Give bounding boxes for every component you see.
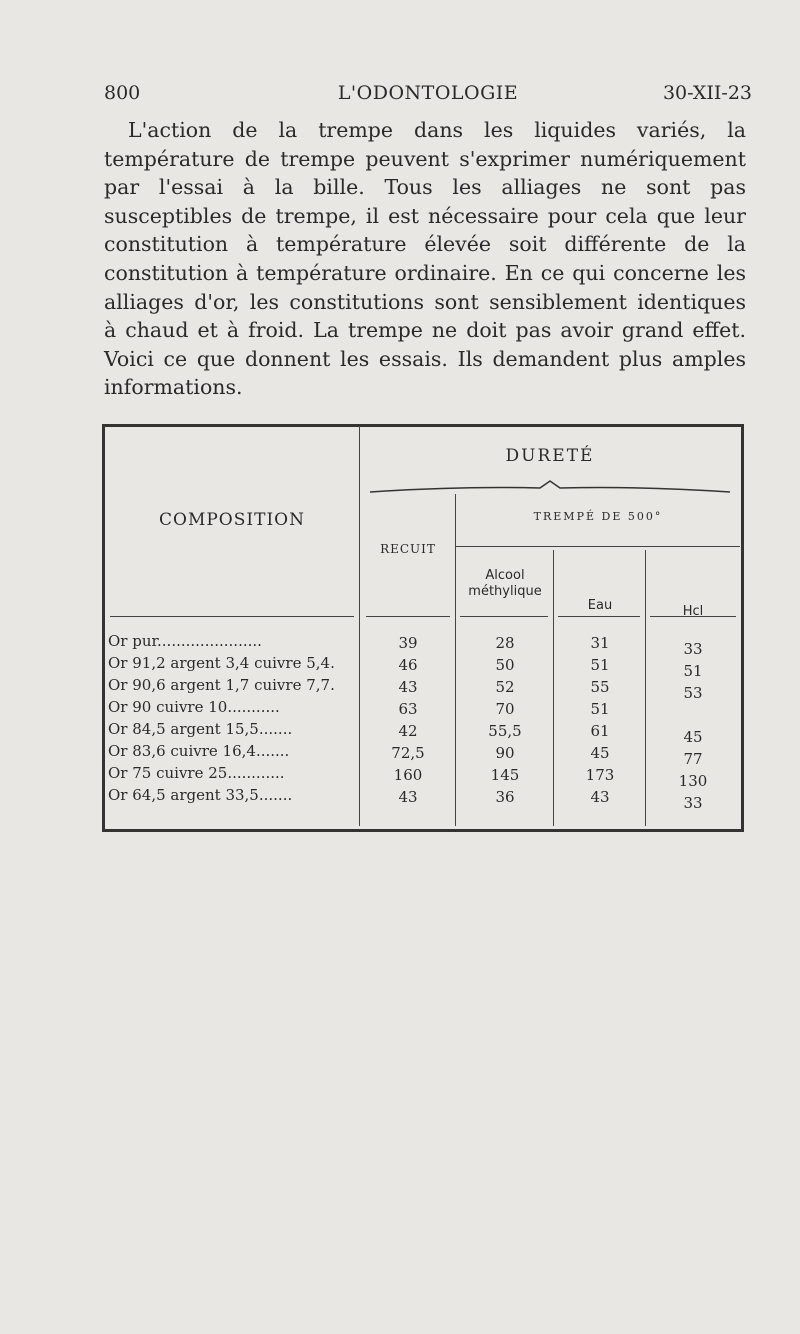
header-trempe: TREMPÉ DE 500° (533, 510, 663, 523)
header-rule (460, 616, 548, 617)
header-alcool-line2: méthylique (468, 584, 542, 599)
cell-hcl: 33 (683, 640, 703, 658)
cell-eau: 55 (590, 678, 610, 696)
table-row (104, 740, 740, 768)
table-row (104, 696, 740, 718)
cell-composition: Or 84,5 argent 15,5....... (108, 720, 293, 738)
page-number: 800 (104, 82, 141, 104)
table-row (104, 630, 740, 658)
cell-hcl: 51 (683, 662, 703, 680)
cell-eau: 43 (590, 788, 610, 806)
header-rule (456, 546, 740, 547)
cell-composition: Or 75 cuivre 25............ (108, 764, 285, 782)
cell-composition: Or 83,6 cuivre 16,4....... (108, 742, 290, 760)
cell-hcl: 130 (678, 772, 708, 790)
cell-recuit: 46 (398, 656, 418, 674)
cell-composition: Or 90,6 argent 1,7 cuivre 7,7. (108, 676, 335, 694)
table-row (104, 674, 740, 702)
brace-ornament (370, 478, 730, 498)
cell-eau: 45 (590, 744, 610, 762)
header-recuit: RECUIT (380, 542, 436, 556)
cell-alcool: 52 (495, 678, 515, 696)
table-row (104, 784, 740, 812)
cell-composition: Or 90 cuivre 10........... (108, 698, 280, 716)
header-alcool-line1: Alcool (485, 568, 525, 583)
issue-date: 30-XII-23 (662, 82, 752, 104)
hardness-table (102, 424, 744, 832)
cell-hcl: 33 (683, 794, 703, 812)
cell-recuit: 43 (398, 678, 418, 696)
cell-eau: 31 (590, 634, 610, 652)
cell-eau: 61 (590, 722, 610, 740)
cell-recuit: 43 (398, 788, 418, 806)
header-durete: DURETÉ (505, 446, 595, 466)
header-eau: Eau (587, 598, 613, 613)
cell-recuit: 39 (398, 634, 418, 652)
cell-composition: Or 64,5 argent 33,5....... (108, 786, 293, 804)
cell-eau: 51 (590, 700, 610, 718)
cell-hcl: 53 (683, 684, 703, 702)
table-row (104, 762, 740, 790)
running-header (104, 82, 752, 112)
cell-hcl: 45 (683, 728, 703, 746)
cell-eau: 173 (585, 766, 615, 784)
journal-title: L'ODONTOLOGIE (337, 82, 519, 104)
cell-composition: Or pur...................... (108, 632, 262, 650)
cell-recuit: 72,5 (391, 744, 425, 762)
cell-alcool: 55,5 (488, 722, 522, 740)
header-alcool (456, 568, 554, 600)
cell-alcool: 90 (495, 744, 515, 762)
header-rule (110, 616, 354, 617)
table-row (104, 652, 740, 680)
body-paragraph (104, 116, 746, 402)
header-hcl: Hcl (682, 604, 704, 619)
cell-alcool: 36 (495, 788, 515, 806)
cell-alcool: 145 (490, 766, 520, 784)
cell-eau: 51 (590, 656, 610, 674)
paragraph-text: L'action de la trempe dans les liquides variés, la température de trempe peuvent s'exprimer numériquement par l'essai à la bille. Tous les alliages ne sont pas susceptibles de trempe, il est nécessaire pour cela que leur constitution à température élevée soit différente de la constitution à température ordinaire. En ce qui concerne les alliages d'or, les constitutions sont sensiblement identiques à chaud et à froid. La trempe ne doit pas avoir grand effet. Voici ce que donnent les essais. Ils demandent plus amples informations. (104, 118, 746, 400)
cell-recuit: 160 (393, 766, 423, 784)
cell-composition: Or 91,2 argent 3,4 cuivre 5,4. (108, 654, 335, 672)
cell-recuit: 63 (398, 700, 418, 718)
header-composition: COMPOSITION (159, 510, 305, 530)
table-row (104, 718, 740, 746)
cell-hcl: 77 (683, 750, 703, 768)
table-body (104, 630, 740, 812)
cell-alcool: 50 (495, 656, 515, 674)
header-rule (366, 616, 450, 617)
cell-alcool: 28 (495, 634, 515, 652)
header-rule (558, 616, 640, 617)
cell-alcool: 70 (495, 700, 515, 718)
cell-recuit: 42 (398, 722, 418, 740)
